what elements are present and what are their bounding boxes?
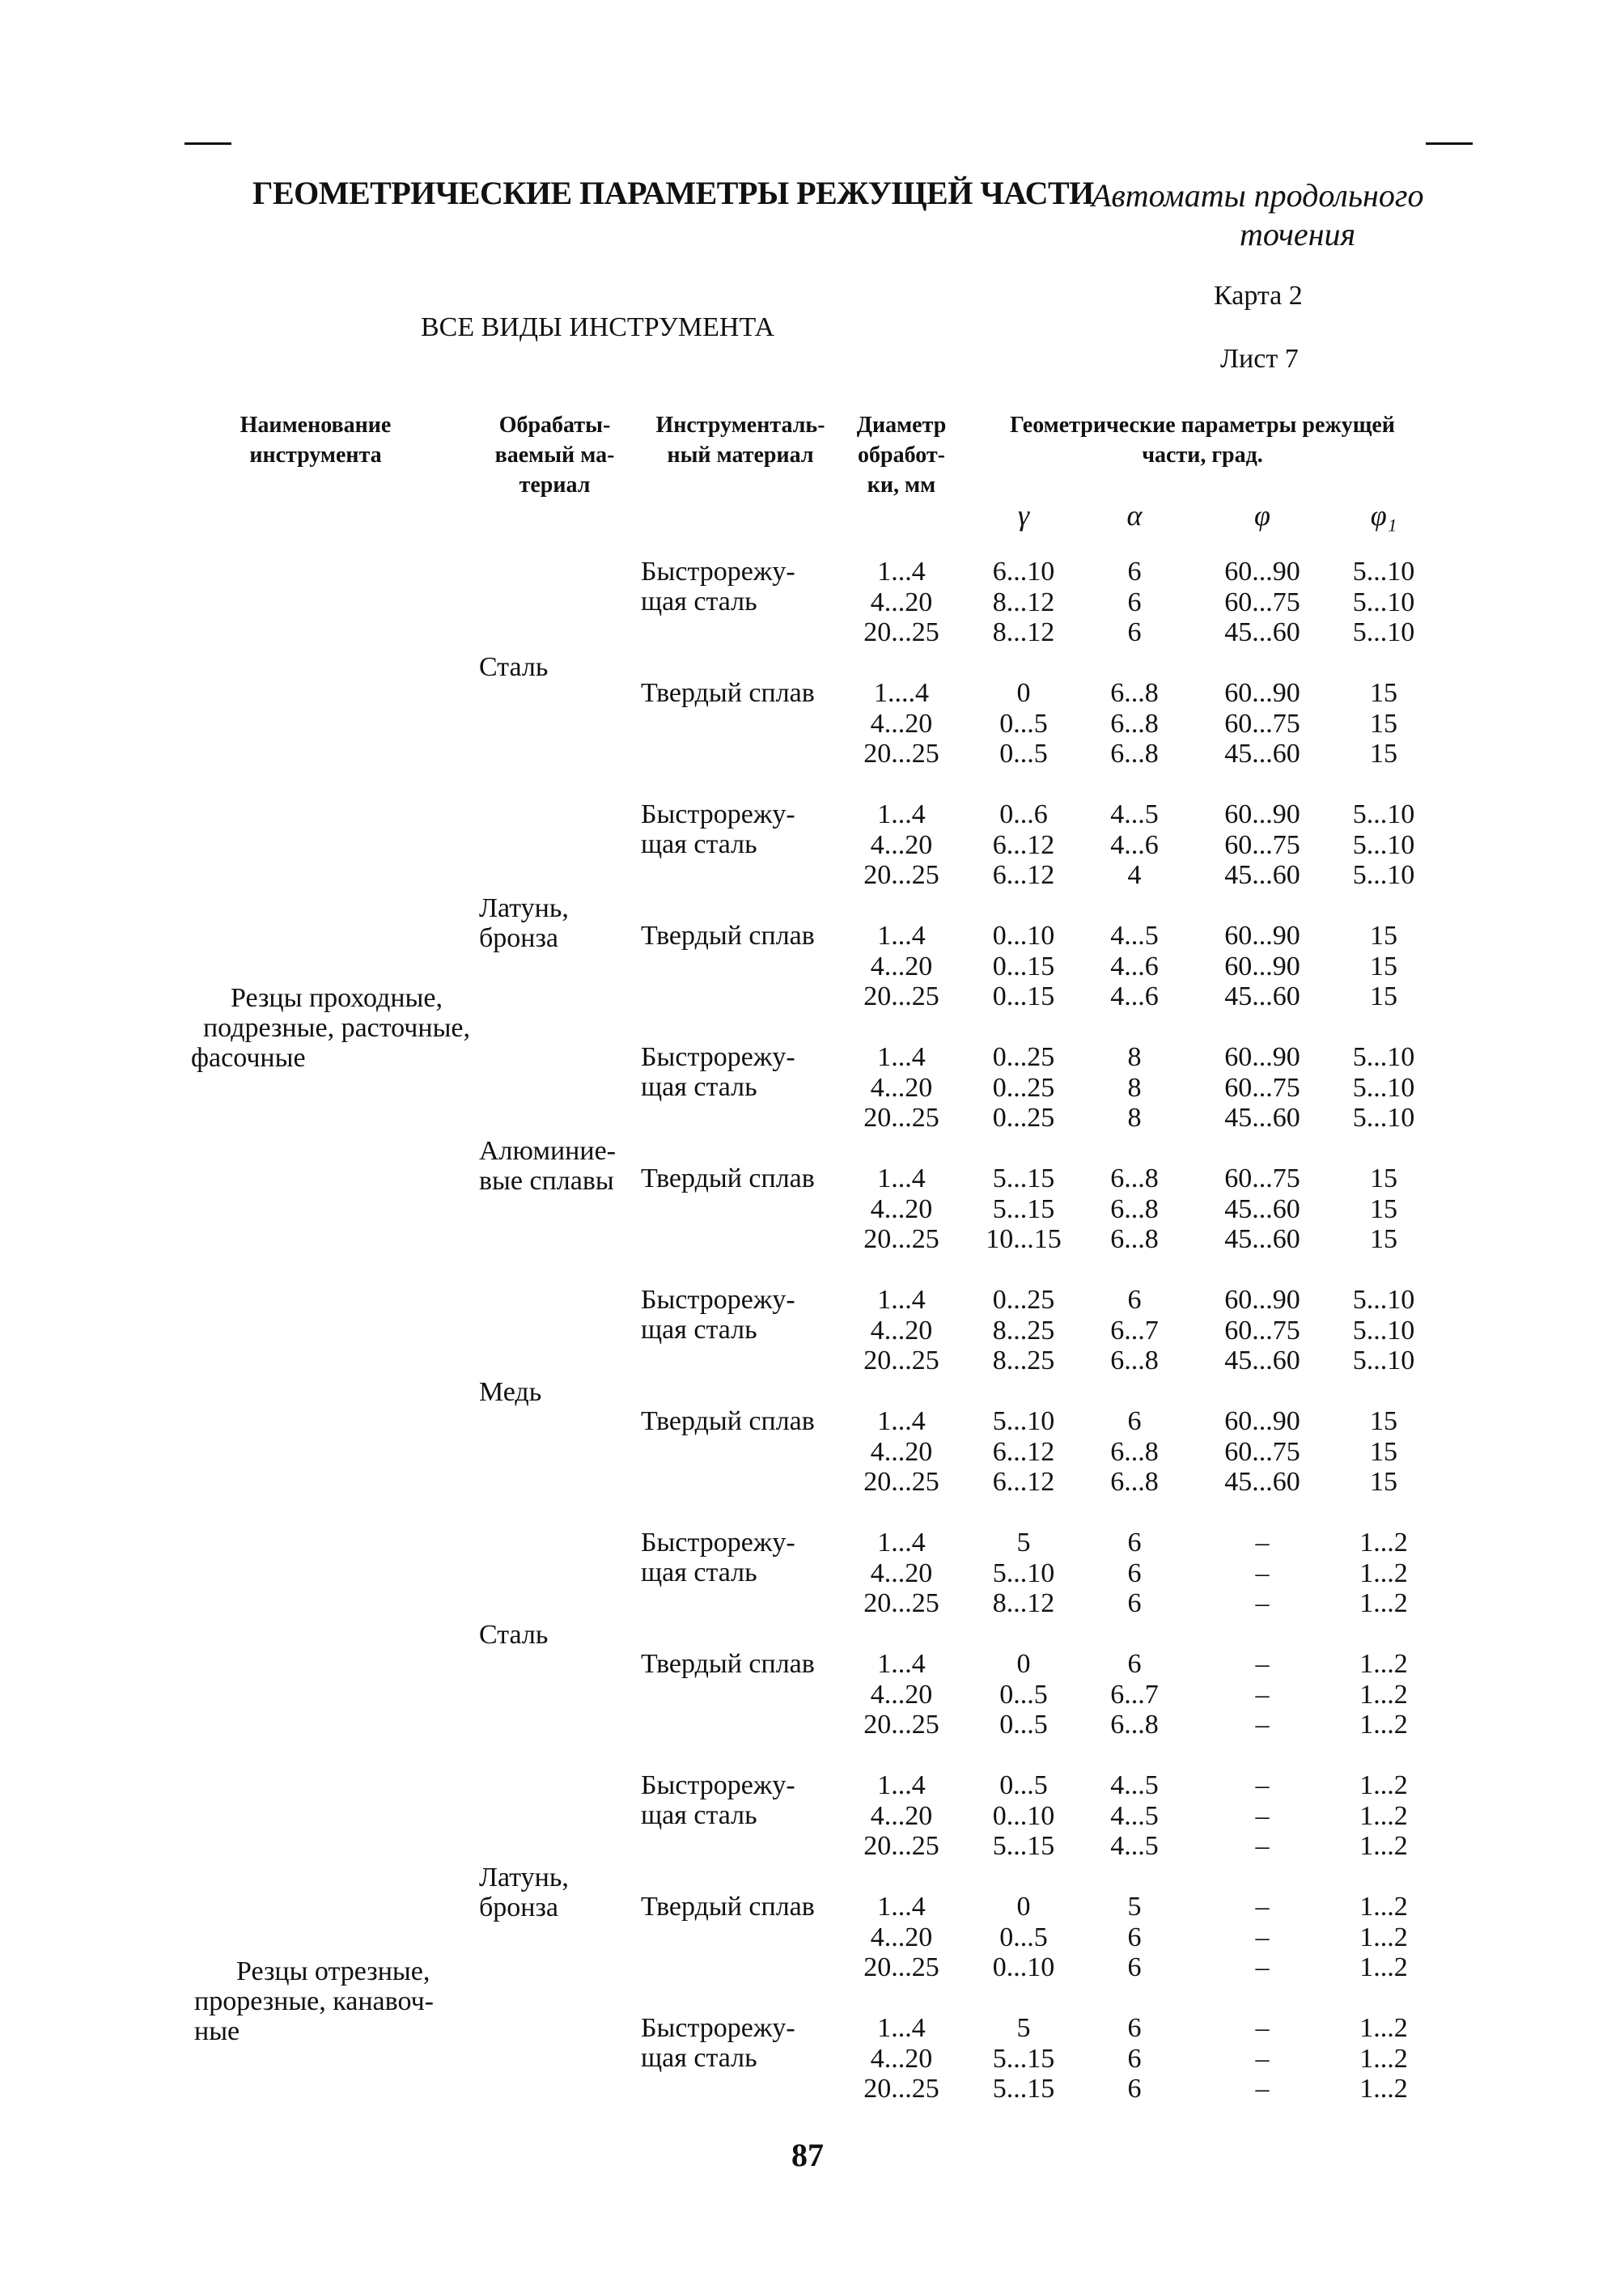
phi1-cell: 15: [1370, 708, 1397, 739]
alpha-cell: 6: [1127, 557, 1142, 587]
phi-cell: –: [1255, 2043, 1270, 2074]
alpha-cell: 6...8: [1110, 1224, 1159, 1254]
gamma-cell: 0: [1016, 1892, 1031, 1922]
gamma-cell: 6...12: [992, 1436, 1055, 1467]
gamma-cell: 0...10: [992, 1952, 1055, 1982]
phi-cell: –: [1255, 1558, 1270, 1588]
phi1-cell: 5...10: [1352, 1103, 1415, 1133]
top-left-rule: [184, 142, 231, 145]
phi1-cell: 1...2: [1359, 1892, 1408, 1922]
alpha-cell: 6...7: [1110, 1679, 1159, 1710]
tool-material: Твердый сплав: [641, 921, 815, 951]
phi-cell: 45...60: [1224, 1224, 1300, 1254]
gamma-cell: 0: [1016, 678, 1031, 708]
phi1-cell: 1...2: [1359, 1800, 1408, 1831]
gamma-cell: 5: [1016, 1528, 1031, 1558]
gamma-cell: 0...5: [999, 1679, 1048, 1710]
alpha-cell: 4...5: [1110, 921, 1159, 951]
diameter-cell: 1...4: [877, 1406, 926, 1436]
header-tool-name: Наименование инструмента: [240, 413, 392, 468]
gamma-cell: 0...25: [992, 1103, 1055, 1133]
phi-cell: 60...75: [1224, 587, 1300, 617]
gamma-cell: 5...15: [992, 2074, 1055, 2104]
header-workpiece-material: Обрабаты- ваемый ма- териал: [494, 413, 615, 498]
phi-cell: 60...75: [1224, 1163, 1300, 1193]
phi-cell: –: [1255, 1800, 1270, 1831]
tool-material: Твердый сплав: [641, 1649, 815, 1679]
diameter-cell: 20...25: [863, 860, 939, 890]
phi-cell: –: [1255, 1710, 1270, 1740]
phi-cell: –: [1255, 2013, 1270, 2043]
tool-material: Быстрорежу- щая сталь: [641, 1528, 795, 1587]
diameter-cell: 20...25: [863, 1103, 939, 1133]
gamma-cell: 6...12: [992, 829, 1055, 860]
diameter-cell: 20...25: [863, 1346, 939, 1375]
diameter-cell: 1...4: [877, 799, 926, 829]
alpha-cell: 6: [1127, 587, 1142, 617]
diameter-cell: 1...4: [877, 2013, 926, 2043]
phi-cell: –: [1255, 1952, 1270, 1982]
symbol-gamma: γ: [1017, 499, 1030, 532]
diameter-cell: 20...25: [863, 1831, 939, 1861]
diameter-cell: 1...4: [877, 921, 926, 951]
tool-material: Твердый сплав: [641, 1892, 815, 1922]
phi1-cell: 1...2: [1359, 1558, 1408, 1588]
phi-cell: 60...75: [1224, 708, 1300, 739]
phi-cell: 45...60: [1224, 860, 1300, 890]
phi1-cell: 1...2: [1359, 1528, 1408, 1558]
phi1-cell: 15: [1370, 981, 1397, 1011]
all-tools-heading: ВСЕ ВИДЫ ИНСТРУМЕНТА: [421, 312, 775, 342]
alpha-cell: 4...6: [1110, 829, 1159, 860]
gamma-cell: 5...15: [992, 1831, 1055, 1861]
tool-material: Быстрорежу- щая сталь: [641, 557, 795, 617]
diameter-cell: 20...25: [863, 1952, 939, 1982]
alpha-cell: 6: [1127, 1952, 1142, 1982]
phi1-cell: 5...10: [1352, 557, 1415, 587]
tool-material: Быстрорежу- щая сталь: [641, 1770, 795, 1830]
gamma-cell: 0...6: [999, 799, 1048, 829]
phi-cell: –: [1255, 1922, 1270, 1952]
diameter-cell: 4...20: [870, 1558, 933, 1588]
diameter-cell: 1...4: [877, 1528, 926, 1558]
alpha-cell: 8: [1127, 1042, 1142, 1072]
diameter-cell: 4...20: [870, 1315, 933, 1346]
gamma-cell: 5...15: [992, 1163, 1055, 1193]
gamma-cell: 8...12: [992, 1588, 1055, 1618]
phi1-cell: 5...10: [1352, 1072, 1415, 1103]
phi-cell: –: [1255, 1588, 1270, 1618]
gamma-cell: 6...12: [992, 860, 1055, 890]
phi-cell: 45...60: [1224, 1346, 1300, 1375]
alpha-cell: 6: [1127, 2043, 1142, 2074]
alpha-cell: 4...5: [1110, 1800, 1159, 1831]
tool-material: Быстрорежу- щая сталь: [641, 1042, 795, 1102]
subtitle-line-2: точения: [1240, 216, 1356, 252]
phi-cell: 60...90: [1224, 951, 1300, 981]
symbol-alpha: α: [1126, 499, 1143, 532]
gamma-cell: 0...25: [992, 1285, 1055, 1315]
gamma-cell: 8...25: [992, 1315, 1055, 1346]
tool-material: Твердый сплав: [641, 1163, 815, 1193]
alpha-cell: 6...8: [1110, 1346, 1159, 1375]
header-geometry: Геометрические параметры режущей части, град.: [1010, 413, 1395, 468]
header-diameter: Диаметр обработ- ки, мм: [856, 413, 947, 498]
gamma-cell: 8...12: [992, 617, 1055, 647]
phi1-cell: 15: [1370, 1406, 1397, 1436]
phi-cell: –: [1255, 1649, 1270, 1679]
phi-cell: 60...75: [1224, 1315, 1300, 1346]
diameter-cell: 4...20: [870, 1800, 933, 1831]
alpha-cell: 6...8: [1110, 678, 1159, 708]
phi-cell: –: [1255, 1892, 1270, 1922]
diameter-cell: 4...20: [870, 708, 933, 739]
phi-cell: 45...60: [1224, 1193, 1300, 1224]
gamma-cell: 0...15: [992, 981, 1055, 1011]
diameter-cell: 20...25: [863, 1224, 939, 1254]
phi1-cell: 15: [1370, 1436, 1397, 1467]
phi1-cell: 1...2: [1359, 1952, 1408, 1982]
alpha-cell: 6...8: [1110, 708, 1159, 739]
alpha-cell: 6: [1127, 2013, 1142, 2043]
diameter-cell: 4...20: [870, 1072, 933, 1103]
top-right-rule: [1426, 142, 1473, 145]
gamma-cell: 0...5: [999, 708, 1048, 739]
phi-cell: 60...90: [1224, 1406, 1300, 1436]
diameter-cell: 4...20: [870, 1436, 933, 1467]
diameter-cell: 20...25: [863, 981, 939, 1011]
alpha-cell: 6: [1127, 1528, 1142, 1558]
phi1-cell: 1...2: [1359, 1649, 1408, 1679]
material-aluminium-alloys: Алюминие- вые сплавы: [479, 1136, 616, 1196]
diameter-cell: 1....4: [874, 678, 929, 708]
phi1-cell: 5...10: [1352, 587, 1415, 617]
phi1-cell: 1...2: [1359, 1831, 1408, 1861]
gamma-cell: 0...5: [999, 1922, 1048, 1952]
alpha-cell: 6...8: [1110, 739, 1159, 769]
alpha-cell: 6: [1127, 1922, 1142, 1952]
alpha-cell: 6...8: [1110, 1467, 1159, 1497]
phi1-cell: 15: [1370, 1163, 1397, 1193]
phi1-cell: 1...2: [1359, 1588, 1408, 1618]
phi1-cell: 5...10: [1352, 799, 1415, 829]
phi1-cell: 5...10: [1352, 617, 1415, 647]
gamma-cell: 5...15: [992, 1193, 1055, 1224]
diameter-cell: 20...25: [863, 617, 939, 647]
alpha-cell: 5: [1127, 1892, 1142, 1922]
diameter-cell: 4...20: [870, 951, 933, 981]
tool-material: Быстрорежу- щая сталь: [641, 1285, 795, 1345]
gamma-cell: 0: [1016, 1649, 1031, 1679]
diameter-cell: 4...20: [870, 587, 933, 617]
gamma-cell: 5...15: [992, 2043, 1055, 2074]
alpha-cell: 4...5: [1110, 1831, 1159, 1861]
diameter-cell: 1...4: [877, 1770, 926, 1800]
gamma-cell: 8...25: [992, 1346, 1055, 1375]
gamma-cell: 0...5: [999, 1710, 1048, 1740]
tool-material: Твердый сплав: [641, 678, 815, 708]
phi-cell: 60...90: [1224, 921, 1300, 951]
phi1-cell: 1...2: [1359, 1710, 1408, 1740]
gamma-cell: 0...15: [992, 951, 1055, 981]
diameter-cell: 20...25: [863, 2074, 939, 2104]
phi-cell: 60...90: [1224, 799, 1300, 829]
phi-cell: 60...75: [1224, 1072, 1300, 1103]
phi1-cell: 15: [1370, 739, 1397, 769]
phi1-cell: 5...10: [1352, 860, 1415, 890]
diameter-cell: 4...20: [870, 1679, 933, 1710]
alpha-cell: 6: [1127, 617, 1142, 647]
alpha-cell: 6...8: [1110, 1193, 1159, 1224]
phi-cell: 45...60: [1224, 617, 1300, 647]
tool-material: Быстрорежу- щая сталь: [641, 2013, 795, 2073]
material-steel: Сталь: [479, 1620, 549, 1650]
gamma-cell: 5...10: [992, 1406, 1055, 1436]
phi1-cell: 1...2: [1359, 1679, 1408, 1710]
alpha-cell: 6...8: [1110, 1436, 1159, 1467]
phi1-cell: 5...10: [1352, 1346, 1415, 1375]
phi1-cell: 15: [1370, 951, 1397, 981]
alpha-cell: 6: [1127, 1285, 1142, 1315]
alpha-cell: 6...8: [1110, 1163, 1159, 1193]
phi1-cell: 15: [1370, 1224, 1397, 1254]
phi-cell: 45...60: [1224, 739, 1300, 769]
material-copper: Медь: [479, 1377, 542, 1407]
phi1-cell: 15: [1370, 678, 1397, 708]
diameter-cell: 20...25: [863, 1467, 939, 1497]
alpha-cell: 8: [1127, 1103, 1142, 1133]
phi1-cell: 1...2: [1359, 1922, 1408, 1952]
phi-cell: –: [1255, 1679, 1270, 1710]
alpha-cell: 6...8: [1110, 1710, 1159, 1740]
phi-cell: –: [1255, 2074, 1270, 2104]
alpha-cell: 4...5: [1110, 1770, 1159, 1800]
diameter-cell: 4...20: [870, 829, 933, 860]
symbol-phi1: φ₁: [1370, 499, 1397, 532]
gamma-cell: 0...25: [992, 1042, 1055, 1072]
diameter-cell: 1...4: [877, 1042, 926, 1072]
phi1-cell: 1...2: [1359, 2043, 1408, 2074]
alpha-cell: 6: [1127, 1406, 1142, 1436]
subtitle-line-1: Автоматы продольного: [1092, 177, 1424, 214]
diameter-cell: 1...4: [877, 1285, 926, 1315]
phi-cell: 45...60: [1224, 981, 1300, 1011]
phi-cell: 60...75: [1224, 829, 1300, 860]
diameter-cell: 1...4: [877, 557, 926, 587]
alpha-cell: 6: [1127, 1649, 1142, 1679]
phi1-cell: 1...2: [1359, 2013, 1408, 2043]
material-steel: Сталь: [479, 652, 549, 682]
alpha-cell: 4...6: [1110, 951, 1159, 981]
diameter-cell: 1...4: [877, 1649, 926, 1679]
phi1-cell: 5...10: [1352, 1285, 1415, 1315]
phi-cell: 45...60: [1224, 1103, 1300, 1133]
symbol-phi: φ: [1254, 499, 1270, 532]
gamma-cell: 5...10: [992, 1558, 1055, 1588]
phi1-cell: 15: [1370, 1467, 1397, 1497]
alpha-cell: 6...7: [1110, 1315, 1159, 1346]
sheet-number: Лист 7: [1220, 344, 1299, 374]
phi-cell: 60...90: [1224, 1042, 1300, 1072]
tool-material: Твердый сплав: [641, 1406, 815, 1436]
page-number: 87: [791, 2137, 824, 2173]
phi1-cell: 5...10: [1352, 1315, 1415, 1346]
diameter-cell: 1...4: [877, 1163, 926, 1193]
diameter-cell: 4...20: [870, 2043, 933, 2074]
gamma-cell: 0...10: [992, 921, 1055, 951]
material-brass-bronze: Латунь, бронза: [479, 893, 569, 953]
phi-cell: 60...90: [1224, 557, 1300, 587]
gamma-cell: 10...15: [986, 1224, 1062, 1254]
gamma-cell: 0...5: [999, 739, 1048, 769]
gamma-cell: 5: [1016, 2013, 1031, 2043]
tool-material: Быстрорежу- щая сталь: [641, 799, 795, 859]
phi-cell: –: [1255, 1770, 1270, 1800]
alpha-cell: 4: [1127, 860, 1142, 890]
gamma-cell: 0...25: [992, 1072, 1055, 1103]
gamma-cell: 8...12: [992, 587, 1055, 617]
tool-name-cutters-parting: Резцы отрезные, прорезные, канавоч- ные: [194, 1956, 435, 2046]
phi1-cell: 1...2: [1359, 1770, 1408, 1800]
phi-cell: 60...90: [1224, 678, 1300, 708]
alpha-cell: 4...5: [1110, 799, 1159, 829]
phi-cell: 60...90: [1224, 1285, 1300, 1315]
alpha-cell: 6: [1127, 2074, 1142, 2104]
diameter-cell: 4...20: [870, 1922, 933, 1952]
tool-name-cutters-turning: Резцы проходные, подрезные, расточные, фасочные: [191, 983, 471, 1073]
phi1-cell: 5...10: [1352, 1042, 1415, 1072]
phi1-cell: 1...2: [1359, 2074, 1408, 2104]
diameter-cell: 1...4: [877, 1892, 926, 1922]
alpha-cell: 6: [1127, 1588, 1142, 1618]
gamma-cell: 6...10: [992, 557, 1055, 587]
material-brass-bronze: Латунь, бронза: [479, 1863, 569, 1922]
page-title: ГЕОМЕТРИЧЕСКИЕ ПАРАМЕТРЫ РЕЖУЩЕЙ ЧАСТИ: [252, 175, 1094, 211]
gamma-cell: 6...12: [992, 1467, 1055, 1497]
phi-cell: 45...60: [1224, 1467, 1300, 1497]
diameter-cell: 20...25: [863, 739, 939, 769]
gamma-cell: 0...5: [999, 1770, 1048, 1800]
header-tool-material: Инструменталь- ный материал: [655, 413, 825, 468]
phi-cell: –: [1255, 1831, 1270, 1861]
phi1-cell: 5...10: [1352, 829, 1415, 860]
gamma-cell: 0...10: [992, 1800, 1055, 1831]
phi1-cell: 15: [1370, 921, 1397, 951]
diameter-cell: 20...25: [863, 1710, 939, 1740]
alpha-cell: 6: [1127, 1558, 1142, 1588]
alpha-cell: 4...6: [1110, 981, 1159, 1011]
phi-cell: –: [1255, 1528, 1270, 1558]
diameter-cell: 4...20: [870, 1193, 933, 1224]
diameter-cell: 20...25: [863, 1588, 939, 1618]
card-number: Карта 2: [1214, 281, 1303, 311]
phi-cell: 60...75: [1224, 1436, 1300, 1467]
phi1-cell: 15: [1370, 1193, 1397, 1224]
alpha-cell: 8: [1127, 1072, 1142, 1103]
